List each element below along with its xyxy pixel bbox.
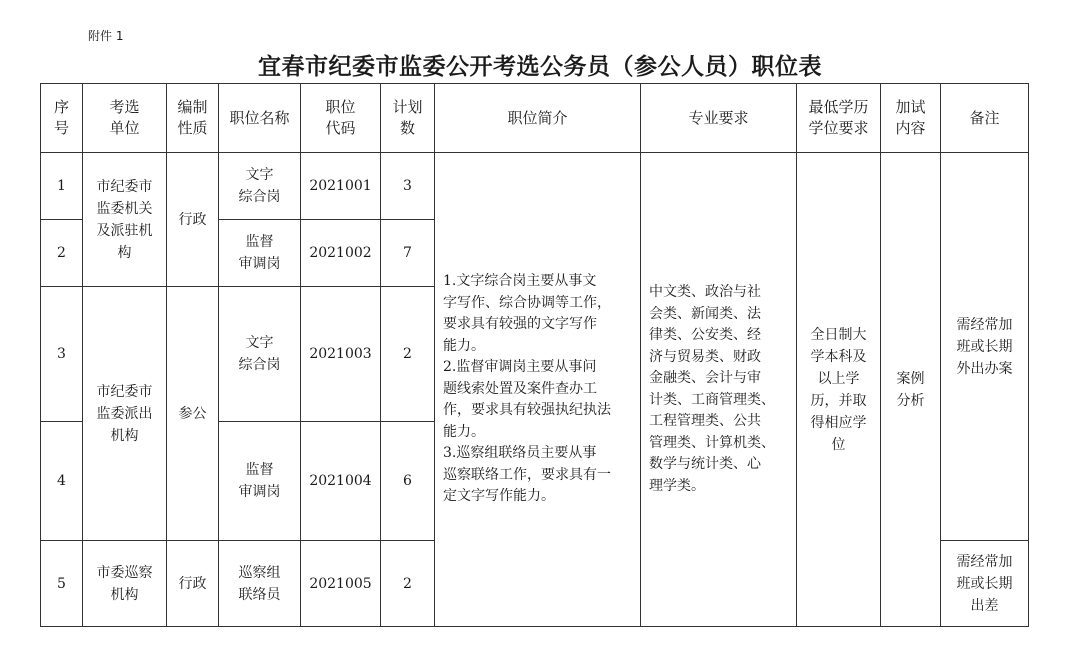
header-position-name: 职位名称: [219, 84, 301, 153]
page-title: 宜春市纪委市监委公开考选公务员（参公人员）职位表: [258, 54, 822, 80]
position-name-cell: 监督 审调岗: [219, 220, 301, 287]
table-row: [41, 153, 1029, 220]
row-seq: 4: [41, 422, 83, 541]
header-major: 专业要求: [641, 84, 797, 153]
position-name-cell: 文字 综合岗: [219, 153, 301, 220]
quota-cell: 3: [381, 153, 435, 220]
header-remark: 备注: [941, 84, 1029, 153]
quota-cell: 2: [381, 287, 435, 422]
table-header-row: [41, 84, 1029, 153]
nature-cell: 行政: [167, 153, 219, 287]
position-name-cell: 文字 综合岗: [219, 287, 301, 422]
nature-cell: 参公: [167, 287, 219, 541]
header-quota: 计划 数: [381, 84, 435, 153]
remark-cell: 需经常加 班或长期 出差: [941, 541, 1029, 627]
position-code-cell: 2021005: [301, 541, 381, 627]
position-code-cell: 2021002: [301, 220, 381, 287]
position-name-cell: 监督 审调岗: [219, 422, 301, 541]
header-education: 最低学历 学位要求: [797, 84, 881, 153]
header-nature: 编制 性质: [167, 84, 219, 153]
intro-cell: 1.文字综合岗主要从事文 字写作、综合协调等工作， 要求具有较强的文字写作 能力。 2.监督审调岗主要从事问 题线索处置及案件查办工 作，要求具有较强执纪执法 能力。 3.巡察组联络员主要从事 巡察联络工作，要求具有一 定文字写作能力。: [435, 153, 641, 627]
row-seq: 5: [41, 541, 83, 627]
attachment-label: 附件 1: [88, 29, 124, 43]
quota-cell: 2: [381, 541, 435, 627]
row-seq: 1: [41, 153, 83, 220]
position-code-cell: 2021001: [301, 153, 381, 220]
position-table: [40, 83, 1029, 627]
unit-cell: 市纪委市 监委派出 机构: [83, 287, 167, 541]
nature-cell: 行政: [167, 541, 219, 627]
position-code-cell: 2021004: [301, 422, 381, 541]
header-seq: 序 号: [41, 84, 83, 153]
position-name-cell: 巡察组 联络员: [219, 541, 301, 627]
major-cell: 中文类、政治与社 会类、新闻类、法 律类、公安类、经 济与贸易类、财政 金融类、会计与审 计类、工商管理类、 工程管理类、公共 管理类、计算机类、 数学与统计类、心 理学类。: [641, 153, 797, 627]
position-code-cell: 2021003: [301, 287, 381, 422]
remark-cell: 需经常加 班或长期 外出办案: [941, 153, 1029, 541]
header-intro: 职位简介: [435, 84, 641, 153]
education-cell: 全日制大 学本科及 以上学 历，并取 得相应学 位: [797, 153, 881, 627]
header-exam: 加试 内容: [881, 84, 941, 153]
unit-cell: 市委巡察 机构: [83, 541, 167, 627]
row-seq: 2: [41, 220, 83, 287]
quota-cell: 7: [381, 220, 435, 287]
unit-cell: 市纪委市 监委机关 及派驻机 构: [83, 153, 167, 287]
header-position-code: 职位 代码: [301, 84, 381, 153]
quota-cell: 6: [381, 422, 435, 541]
exam-cell: 案例 分析: [881, 153, 941, 627]
header-unit: 考选 单位: [83, 84, 167, 153]
row-seq: 3: [41, 287, 83, 422]
